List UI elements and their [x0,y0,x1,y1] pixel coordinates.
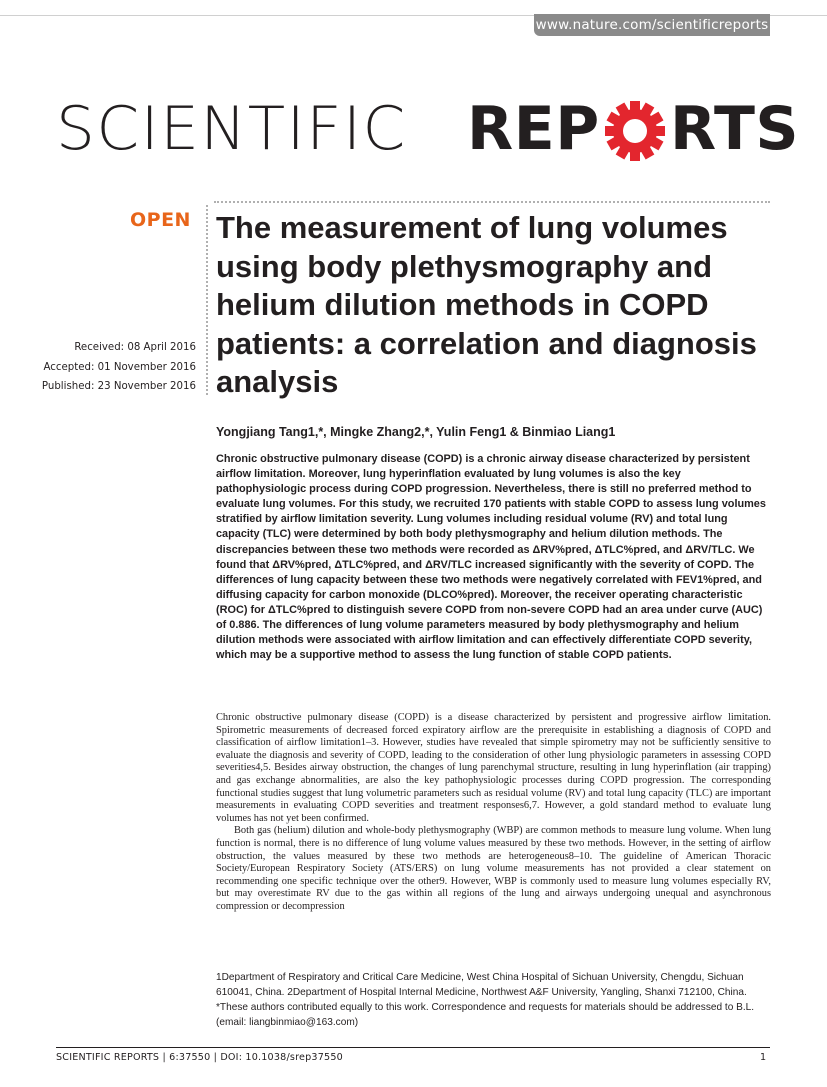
body-paragraph-2: Both gas (helium) dilution and whole-body plethysmography (WBP) are common methods to measure lung volume. When lung function is normal, there is no difference of lung volume values measured by these two methods. However, in the setting of airflow obstruction, the values measured by these two methods are heterogeneous8–10. The guideline of American Thoracic Society/European Respiratory Society (ATS/ERS) on lung volume measurements has not provided a clear statement on recommending one specific technique over the other9. However, WBP is commonly used to measure lung volumes especially RV, but may overestimate RV due to the gas within all regions of the lung and airways undergoing unequal and asynchronous compression or decompression [216,825,771,912]
footer-rule [56,1047,770,1048]
footer-citation: SCIENTIFIC REPORTS | 6:37550 | DOI: 10.1038/srep37550 [56,1052,343,1063]
published-date: Published: 23 November 2016 [41,381,196,392]
open-access-label: OPEN [130,209,191,231]
masthead-rep: REP [467,94,600,164]
masthead-scientific: SCIENTIFIC [56,94,407,164]
accepted-date: Accepted: 01 November 2016 [43,361,196,373]
journal-url-link[interactable]: www.nature.com/scientificreports [534,14,770,36]
article-dates [30,338,196,397]
body-text [216,712,771,914]
body-paragraph-1: Chronic obstructive pulmonary disease (COPD) is a disease characterized by persistent and progressive airflow limitation. Spirometric measurements of decreased forced expiratory airflow are the prerequisite in establishing a diagnosis of COPD and classification of airflow limitation1–3. However, studies have revealed that simple spirometry may not be sufficiently sensitive to evaluate the diagnosis and severity of COPD, leading to the consideration of other lung physiologic parameters in assessing COPD severities4,5. Besides airway obstruction, the changes of lung parenchymal structure, resulting in lung hyperinflation (air trapping) and gas exchange abnormalities, are also the key pathophysiologic processes during COPD progression. The corresponding functional studies suggest that lung volumetric parameters such as residual volume (RV) and total lung capacity (TLC) are important measurements in evaluating COPD severities and treatment responses6,7. However, a gold standard method to evaluate lung volumes has not yet been confirmed. [216,712,771,824]
received-date: Received: 08 April 2016 [74,342,196,353]
article-title: The measurement of lung volumes using body plethysmography and helium dilution methods in COPD patients: a correlation and diagnosis analysis [216,210,757,399]
abstract: Chronic obstructive pulmonary disease (COPD) is a chronic airway disease characterized by persistent airflow limitation. Moreover, lung hyperinflation evaluated by lung volumes is also the key pathophysiologic process during COPD progression. Nevertheless, there is still no preferred method to evaluate lung volumes. For this study, we recruited 170 patients with stable COPD to assess lung volumes stratified by airflow limitation severity. Lung volumes including residual volume (RV) and total lung capacity (TLC) were determined by both body plethysmography and helium dilution methods. The discrepancies between these two methods were recorded as ΔRV%pred, ΔTLC%pred, and ΔRV/TLC. We found that ΔRV%pred, ΔTLC%pred, and ΔRV/TLC increased significantly with the severity of COPD. The differences of lung capacity between these two methods were negatively correlated with FEV1%pred, and diffusing capacity for carbon monoxide (DLCO%pred). Moreover, the receiver operating characteristic (ROC) for ΔTLC%pred to distinguish severe COPD from non-severe COPD had an area under curve (AUC) of 0.886. The differences of lung volume parameters measured by body plethysmography and helium dilution methods were associated with airflow limitation and can effectively differentiate COPD severity, which may be a supportive method to assess the lung function of stable COPD patients. [216,453,766,662]
journal-masthead [56,88,800,170]
masthead-rts: RTS [670,94,800,164]
page-number: 1 [760,1052,767,1063]
title-top-divider [214,201,770,203]
title-side-divider [206,205,208,395]
masthead-cog-icon [604,100,666,162]
affiliations: 1Department of Respiratory and Critical Care Medicine, West China Hospital of Sichuan University, Chengdu, Sichuan 610041, China. 2Department of Hospital Internal Medicine, Northwest A&F University, Yangling, Shanxi 712100, China. *These authors contributed equally to this work. Correspondence and requests for materials should be addressed to B.L. (email: liangbinmiao@163.com) [216,972,755,1028]
author-list: Yongjiang Tang1,*, Mingke Zhang2,*, Yulin Feng1 & Binmiao Liang1 [216,425,616,439]
